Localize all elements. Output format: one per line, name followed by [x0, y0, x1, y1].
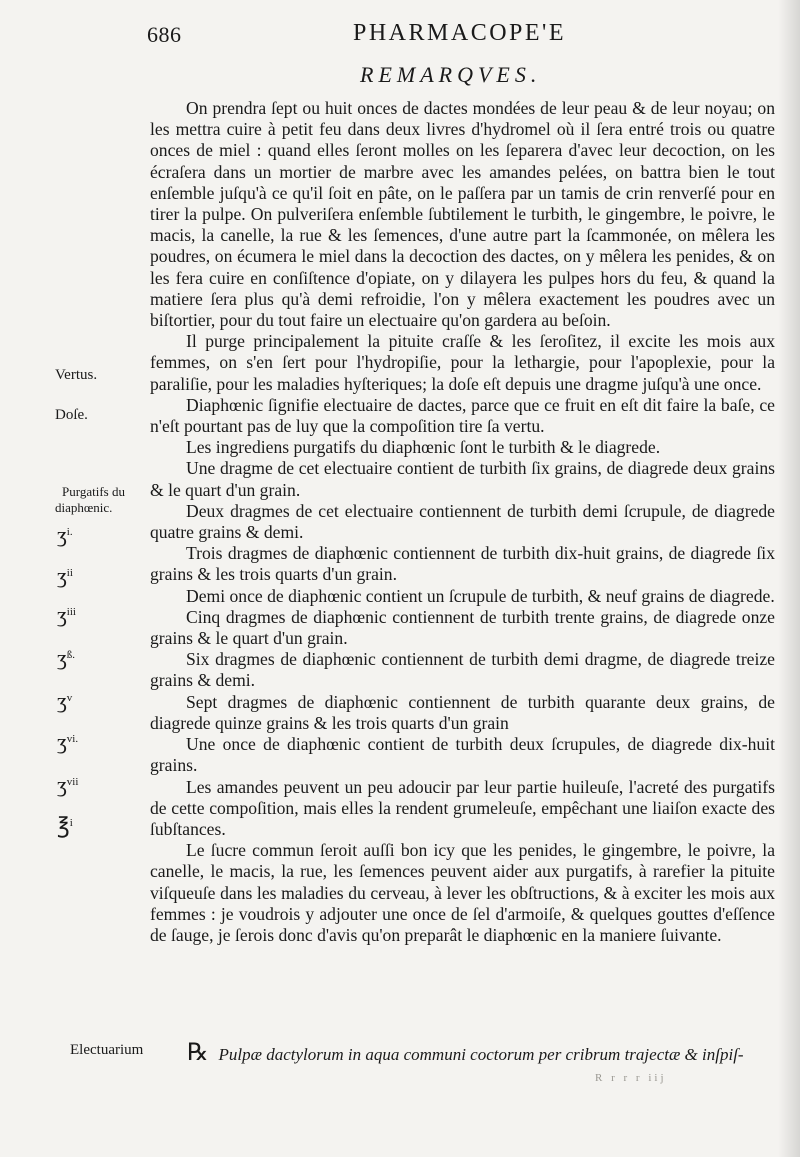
recipe-symbol-icon: ℞ — [187, 1040, 209, 1066]
body-text — [150, 98, 775, 946]
recipe-text: Pulpæ dactylorum in aqua communi coctorum per cribrum trajectæ & inſpiſ- — [218, 1045, 744, 1064]
paragraph-virtues: Il purge principalement la pituite craſſe & les ſeroſitez, il excite les mois aux femmes, on s'en ſert pour l'hydropiſie, pour la lethargie, pour l'apoplexie, pour la paraliſie, pour les maladies hyſteriques; la doſe eſt depuis une dragme juſqu'à une once. — [150, 331, 775, 394]
paragraph-purgatives: Les ingrediens purgatifs du diaphœnic ſont le turbith & le diagrede. — [186, 437, 661, 458]
margin-note-purgatifs — [62, 484, 125, 500]
paragraph-preparation: On prendra ſept ou huit onces de dactes mondées de leur peau & de leur noyau; on les mettra cuire à petit feu dans deux livres d'hydromel où il ſera entré trois ou quatre onces de miel : quand elles ſeront molles on les ſeparera d'avec leur decoction, on les écraſera dans un mortier de marbre avec les amandes pelées, on battra bien le tout enſemble juſqu'à ce qu'il ſoit en pâte, on le paſſera par un tamis de crin renverſé pour en tirer la pulpe. On pulveriſera enſemble ſubtilement le turbith, le gingembre, le poivre, le macis, la canelle, la rue & les ſemences, d'une autre part la ſcammonée, on mêlera les poudres, on écumera le miel dans la decoction des dactes, on y mêlera les penides, & on les fera cuire en conſiſtence d'opiate, on y dilayera les pulpes hors du feu, & quand la matiere ſera plus qu'à demi refroidie, l'on y mêlera exactement les poudres avec un biſtortier, pour du tout faire un electuaire qu'on gardera au beſoin. — [150, 98, 775, 331]
page-number: 686 — [147, 22, 182, 47]
quantity-marker: ℥$^i$ — [57, 813, 73, 838]
margin-note-dose: Doſe. — [55, 407, 88, 423]
quantity-marker: ʒ$^{ß.}$ — [57, 645, 76, 670]
quantity-marker: ʒ$^{iii}$ — [57, 602, 76, 627]
dram-symbol-icon: ʒ — [57, 522, 67, 547]
paragraph-almonds: Les amandes peuvent un peu adoucir par leur partie huileuſe, l'acreté des purgatifs de cette compoſition, mais elles la rendent grumeleuſe, empêchant une liaiſon exacte des ſubſtances. — [150, 776, 775, 839]
dosage-half-ounce: Demi once de diaphœnic contient un ſcrupule de turbith, & neuf grains de diagrede. — [186, 585, 775, 606]
section-heading: REMARQVES. — [360, 62, 542, 87]
dram-symbol-icon: ʒ — [57, 602, 67, 627]
dosage-five-drams: Cinq dragmes de diaphœnic contiennent de turbith trente grains, de diagrede onze grains & le quart d'un grain. — [150, 606, 775, 649]
page-gutter-shadow — [778, 0, 800, 1157]
running-title: PHARMACOPE'E — [353, 20, 567, 46]
margin-notes — [0, 0, 150, 1157]
ounce-symbol-icon: ℥ — [57, 813, 70, 838]
margin-note-purgatifs-line1: Purgatifs du — [62, 484, 125, 499]
quantity-marker: ʒ$^v$ — [57, 688, 73, 713]
dram-symbol-icon: ʒ — [57, 563, 67, 588]
margin-note-vertus: Vertus. — [55, 367, 98, 383]
quantity-marker: ʒ$^{vi.}$ — [57, 729, 79, 754]
dosage-six-drams: Six dragmes de diaphœnic contiennent de turbith demi dragme, de diagrede treize grains & demi. — [150, 649, 775, 691]
dram-symbol-icon: ʒ — [57, 729, 67, 754]
dosage-one-ounce: Une once de diaphœnic contient de turbith deux ſcrupules, de diagrede dix-huit grains. — [150, 734, 775, 776]
recipe-line — [187, 1038, 787, 1067]
dosage-two-drams: Deux dragmes de cet electuaire contiennent de turbith demi ſcrupule, de diagrede quatre grains & demi. — [150, 500, 775, 543]
paragraph-etymology: Diaphœnic ſignifie electuaire de dactes, parce que ce fruit en eſt dit faire la baſe, ce n'eſt pourtant pas de luy que la compoſition tire ſa vertu. — [150, 394, 775, 437]
quantity-marker: ʒ$^{vii}$ — [57, 772, 79, 797]
margin-note-electuarium: Electuarium — [70, 1042, 144, 1058]
bleed-through-signature: R r r r iij — [595, 1072, 667, 1084]
dosage-seven-drams: Sept dragmes de diaphœnic contiennent de turbith quarante deux grains, de diagrede quinze grains & les trois quarts d'un grain — [150, 691, 775, 733]
quantity-marker: ʒ$^{i.}$ — [57, 522, 73, 547]
dosage-three-drams: Trois dragmes de diaphœnic contiennent de turbith dix-huit grains, de diagrede ſix grains & les trois quarts d'un grain. — [150, 543, 775, 585]
dram-symbol-icon: ʒ — [57, 772, 67, 797]
margin-note-diaphoenic: diaphœnic. — [55, 500, 113, 515]
paragraph-sugar: Le ſucre commun ſeroit auſſi bon icy que les penides, le gingembre, le poivre, la canelle, le macis, la rue, les ſemences peuvent aider aux purgatifs, à rarefier la pituite viſqueuſe dans les maladies du cerveau, à lever les obſtructions, & à exciter les mois aux femmes : je voudrois y adjouter une once de ſel d'armoiſe, & quelques gouttes d'eſſence de ſauge, je ſerois donc d'avis qu'on preparât le diaphœnic en la maniere ſuivante. — [150, 840, 775, 945]
quantity-marker: ʒ$^{ii}$ — [57, 563, 73, 588]
dram-symbol-icon: ʒ — [57, 688, 67, 713]
dram-symbol-icon: ʒ — [57, 645, 67, 670]
dosage-one-dram: Une dragme de cet electuaire contient de turbith ſix grains, de diagrede deux grains & le quart d'un grain. — [150, 458, 775, 500]
